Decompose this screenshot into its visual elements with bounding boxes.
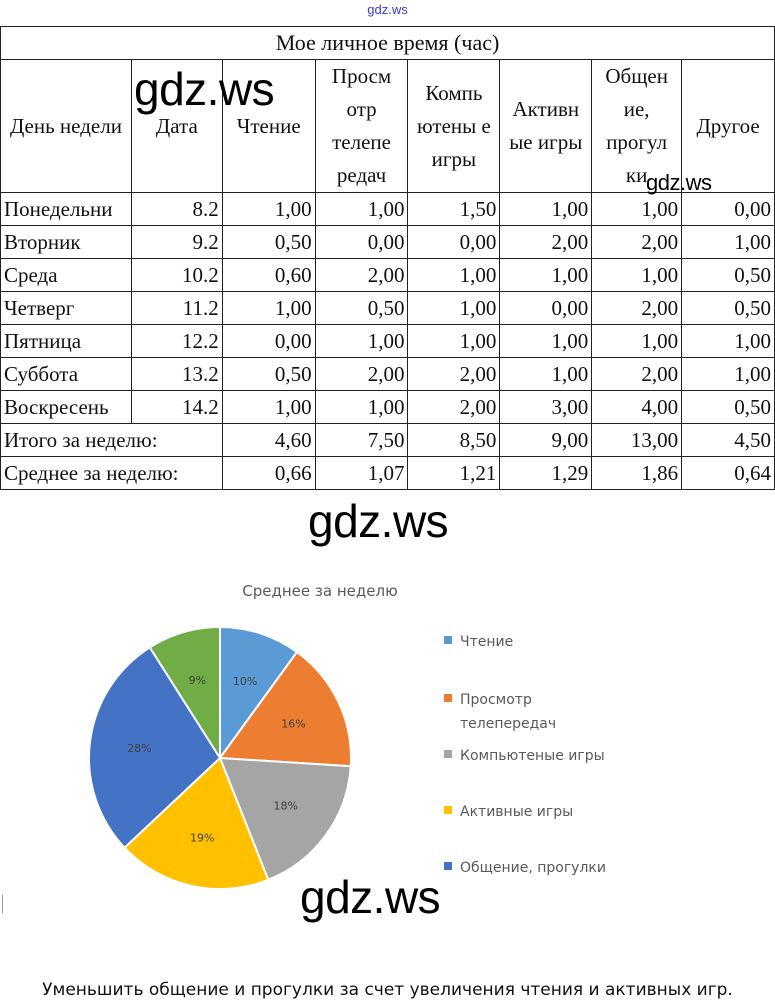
legend-label: Активные игры <box>460 804 574 820</box>
day-cell: Среда <box>1 259 132 292</box>
table-row <box>1 391 775 424</box>
value-cell: 1,00 <box>315 391 408 424</box>
legend-label: Чтение <box>460 634 514 650</box>
value-cell: 1,00 <box>500 325 592 358</box>
average-value: 1,86 <box>592 457 682 490</box>
total-value: 7,50 <box>315 424 408 457</box>
value-cell: 1,00 <box>500 259 592 292</box>
header-date: Дата <box>131 60 222 193</box>
legend-swatch <box>444 806 452 814</box>
average-value: 0,64 <box>682 457 775 490</box>
table-title: Мое личное время (час) <box>1 27 775 60</box>
value-cell: 4,00 <box>592 391 682 424</box>
value-cell: 0,00 <box>408 226 500 259</box>
watermark-bottom: gdz.ws <box>300 871 441 923</box>
watermark-small: gdz.ws <box>646 170 712 195</box>
value-cell: 1,00 <box>408 292 500 325</box>
value-cell: 1,00 <box>682 226 775 259</box>
table-row <box>1 226 775 259</box>
legend-item <box>444 800 650 824</box>
total-value: 4,60 <box>222 424 315 457</box>
personal-time-table <box>0 26 775 490</box>
value-cell: 0,50 <box>315 292 408 325</box>
header-day: День недели <box>1 60 132 193</box>
value-cell: 2,00 <box>315 259 408 292</box>
value-cell: 3,00 <box>500 391 592 424</box>
value-cell: 1,00 <box>408 259 500 292</box>
value-cell: 0,00 <box>315 226 408 259</box>
value-cell: 1,00 <box>315 325 408 358</box>
pie-data-label: 16% <box>281 717 306 731</box>
header-tv: Просм отр телепе редач <box>315 60 408 193</box>
day-cell: Четверг <box>1 292 132 325</box>
legend-swatch <box>444 862 452 870</box>
total-value: 8,50 <box>408 424 500 457</box>
legend-label: Общение, прогулки <box>460 860 606 876</box>
value-cell: 0,50 <box>222 358 315 391</box>
top-watermark: gdz.ws <box>367 2 408 17</box>
value-cell: 2,00 <box>592 292 682 325</box>
header-reading: Чтение <box>222 60 315 193</box>
header-active: Активн ые игры <box>500 60 592 193</box>
value-cell: 1,00 <box>682 358 775 391</box>
legend-label: Просмотр телепередач <box>460 692 557 732</box>
value-cell: 0,00 <box>222 325 315 358</box>
table-row <box>1 259 775 292</box>
day-cell: Суббота <box>1 358 132 391</box>
legend-swatch <box>444 694 452 702</box>
average-value: 1,21 <box>408 457 500 490</box>
value-cell: 0,50 <box>682 391 775 424</box>
average-value: 0,66 <box>222 457 315 490</box>
date-cell: 11.2 <box>131 292 222 325</box>
average-value: 1,29 <box>500 457 592 490</box>
value-cell: 1,00 <box>592 325 682 358</box>
value-cell: 1,00 <box>408 325 500 358</box>
date-cell: 14.2 <box>131 391 222 424</box>
legend-item <box>444 744 650 768</box>
table-row <box>1 325 775 358</box>
margin-line <box>2 895 3 913</box>
value-cell: 1,00 <box>592 259 682 292</box>
pie-data-label: 28% <box>127 741 152 755</box>
date-cell: 8.2 <box>131 193 222 226</box>
total-row <box>1 424 775 457</box>
header-social: Общен ие, прогул ки <box>592 60 682 193</box>
value-cell: 2,00 <box>500 226 592 259</box>
legend-label: Компьютеные игры <box>460 748 605 764</box>
value-cell: 1,00 <box>315 193 408 226</box>
table-row <box>1 292 775 325</box>
pie-data-label: 9% <box>188 674 207 688</box>
legend-item <box>444 856 650 880</box>
total-value: 9,00 <box>500 424 592 457</box>
legend-item <box>444 688 570 736</box>
legend-swatch <box>444 750 452 758</box>
header-games: Компь ютены е игры <box>408 60 500 193</box>
pie-data-label: 18% <box>273 799 298 813</box>
value-cell: 0,60 <box>222 259 315 292</box>
value-cell: 0,50 <box>682 292 775 325</box>
day-cell: Воскресень <box>1 391 132 424</box>
watermark-table: gdz.ws <box>134 63 275 115</box>
total-value: 13,00 <box>592 424 682 457</box>
header-other: Другое <box>682 60 775 193</box>
day-cell: Вторник <box>1 226 132 259</box>
value-cell: 1,00 <box>222 292 315 325</box>
value-cell: 2,00 <box>592 358 682 391</box>
chart-title: Среднее за неделю <box>242 582 398 600</box>
value-cell: 2,00 <box>315 358 408 391</box>
date-cell: 13.2 <box>131 358 222 391</box>
value-cell: 1,00 <box>222 391 315 424</box>
day-cell: Понедельни <box>1 193 132 226</box>
total-label: Итого за неделю: <box>1 424 223 457</box>
conclusion-text: Уменьшить общение и прогулки за счет увеличения чтения и активных игр. <box>42 980 733 1000</box>
value-cell: 1,00 <box>592 193 682 226</box>
value-cell: 1,00 <box>682 325 775 358</box>
average-label: Среднее за неделю: <box>1 457 223 490</box>
value-cell: 1,00 <box>500 193 592 226</box>
total-value: 4,50 <box>682 424 775 457</box>
average-value: 1,07 <box>315 457 408 490</box>
average-row <box>1 457 775 490</box>
value-cell: 0,00 <box>682 193 775 226</box>
pie-data-label: 10% <box>232 674 258 688</box>
table-row <box>1 193 775 226</box>
legend-swatch <box>444 636 452 644</box>
value-cell: 1,50 <box>408 193 500 226</box>
pie-data-label: 19% <box>190 831 215 845</box>
value-cell: 2,00 <box>592 226 682 259</box>
date-cell: 10.2 <box>131 259 222 292</box>
value-cell: 1,00 <box>222 193 315 226</box>
legend-item <box>444 630 650 654</box>
date-cell: 12.2 <box>131 325 222 358</box>
table-row <box>1 358 775 391</box>
date-cell: 9.2 <box>131 226 222 259</box>
value-cell: 1,00 <box>500 358 592 391</box>
value-cell: 2,00 <box>408 358 500 391</box>
value-cell: 2,00 <box>408 391 500 424</box>
value-cell: 0,50 <box>682 259 775 292</box>
watermark-middle: gdz.ws <box>308 495 449 547</box>
day-cell: Пятница <box>1 325 132 358</box>
value-cell: 0,50 <box>222 226 315 259</box>
value-cell: 0,00 <box>500 292 592 325</box>
